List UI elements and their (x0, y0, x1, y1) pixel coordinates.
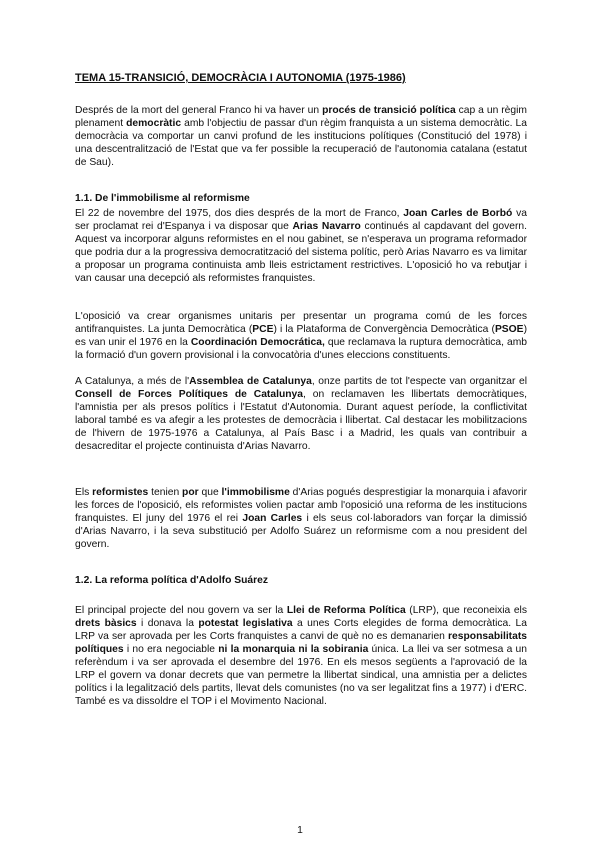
section-1-1-paragraph-3 (75, 375, 527, 453)
text-run: a unes Corts elegides de forma democràtica. La LRP va ser aprovada per les Corts franquistes a canvi de què no es demanarien (75, 618, 527, 642)
text-run: que reclamava la ruptura democràtica, amb la formació d'un govern provisional i la convocatòria d'unes eleccions constituents. (75, 337, 528, 361)
bold-text-run: Llei de Reforma Política (286, 605, 406, 616)
text-run: que (198, 487, 222, 498)
text-run: El principal projecte del nou govern va ser la (75, 605, 287, 616)
section-1-1-paragraph-1 (75, 207, 527, 285)
text-run: Els (75, 487, 93, 498)
section-1-2-paragraph-1 (75, 604, 527, 708)
text-run: (LRP), que reconeixia els (405, 605, 527, 616)
text-run: Després de la mort del general Franco hi va haver un (75, 105, 323, 116)
bold-text-run: por (182, 487, 199, 498)
bold-text-run: l'immobilisme (221, 487, 290, 498)
section-1-1-paragraph-4 (75, 486, 527, 551)
text-run: i donava la (136, 618, 199, 629)
bold-text-run: reformistes (92, 487, 149, 498)
text-run: única. La llei va ser sotmesa a un referèndum i va ser aprovada el desembre del 1976. En els mesos següents a l'aprovació de la LRP el govern va donar decrets que van permetre la llibertat sindical, una amnistia per a delictes polítics i la legalització dels partits, llevat dels comunistes (no va ser legalitzat fins a 1977) i d'ERC. També es va dissoldre el TOP i el Movimento Nacional. (75, 644, 527, 707)
bold-text-run: democràtic (126, 118, 182, 129)
text-run: , on reclamaven les llibertats democràtiques, l'amnistia per als presos polítics i l'Estatut d'Autonomia. Durant aquest període, la conflictivitat laboral també es va afegir a les protestes de democràcia i llibertat. Cal destacar les mobilitzacions de l'hivern de 1975-1976 a Catalunya, al País Basc i a Madrid, les quals van contribuir a desacreditar el projecte continuista d'Arias Navarro. (75, 389, 527, 452)
bold-text-run: Arias Navarro (292, 221, 361, 232)
text-run: i els seus col·laboradors van forçar la dimissió d'Arias Navarro, i la seva substitució per Adolfo Suárez un reformisme com a nou president del govern. (75, 513, 527, 550)
bold-text-run: procés de transició política (322, 105, 456, 116)
text-run: L'oposició va crear organismes unitaris per presentar un programa comú de les forces antifranquistes. La junta Democràtica ( (75, 311, 527, 335)
bold-text-run: ni la monarquia ni la sobirania (218, 644, 369, 655)
bold-text-run: PCE (252, 324, 274, 335)
bold-text-run: Assemblea de Catalunya (189, 376, 312, 387)
bold-text-run: Joan Carles (242, 513, 303, 524)
text-run: va ser proclamat rei d'Espanya i va disposar que (75, 208, 527, 232)
bold-text-run: drets bàsics (75, 618, 137, 629)
text-run: tenien (148, 487, 183, 498)
bold-text-run: potestat legislativa (198, 618, 293, 629)
bold-text-run: PSOE (494, 324, 524, 335)
page-number: 1 (297, 825, 303, 836)
bold-text-run: Consell de Forces Polítiques de Catalunya (75, 389, 303, 400)
bold-text-run: Joan Carles de Borbó (403, 208, 513, 219)
text-run: continués al capdavant del govern. Aquest va incorporar alguns reformistes en el nou gabinet, se n'esperava un programa reformador que podria dur a la progressiva democratització del sistema polític, però Arias Navarro es va limitar a proposar un programa continuista amb lleis estrictament restrictives. L'oposició ho va rebutjar i van causar una decepció als reformistes franquistes. (75, 221, 527, 284)
text-run: , onze partits de tot l'especte van organitzar el (311, 376, 527, 387)
text-run: A Catalunya, a més de l' (75, 376, 190, 387)
text-run: ) es van unir el 1976 en la (75, 324, 527, 348)
text-run: amb l'objectiu de passar d'un règim franquista a un sistema democràtic. La democràcia va comportar un canvi profund de les institucions polítiques (Constitució del 1978) i una descentralització de l'Estat que va fer possible la recuperació de l'autonomia catalana (estatut de Sau). (75, 118, 528, 168)
text-run: i no era negociable (123, 644, 219, 655)
section-1-1-paragraph-2 (75, 310, 527, 362)
text-run: El 22 de novembre del 1975, dos dies després de la mort de Franco, (75, 208, 404, 219)
bold-text-run: responsabilitats polítiques (75, 631, 527, 655)
text-run: ) i la Plataforma de Convergència Democràtica ( (273, 324, 495, 335)
text-run: d'Arias pogués desprestigiar la monarquia i afavorir les forces de l'oposició, els reformistes volien pactar amb l'oposició una reforma de les institucions franquistes. El juny del 1976 el rei (75, 487, 528, 524)
text-run: cap a un règim plenament (75, 105, 527, 129)
intro-paragraph (75, 104, 527, 169)
section-1-1-heading: 1.1. De l'immobilisme al reformisme (75, 193, 250, 204)
section-1-2-heading: 1.2. La reforma política d'Adolfo Suárez (75, 575, 268, 586)
document-title: TEMA 15-TRANSICIÓ, DEMOCRÀCIA I AUTONOMIA (1975-1986) (75, 72, 406, 84)
bold-text-run: Coordinación Democrática, (190, 337, 325, 348)
